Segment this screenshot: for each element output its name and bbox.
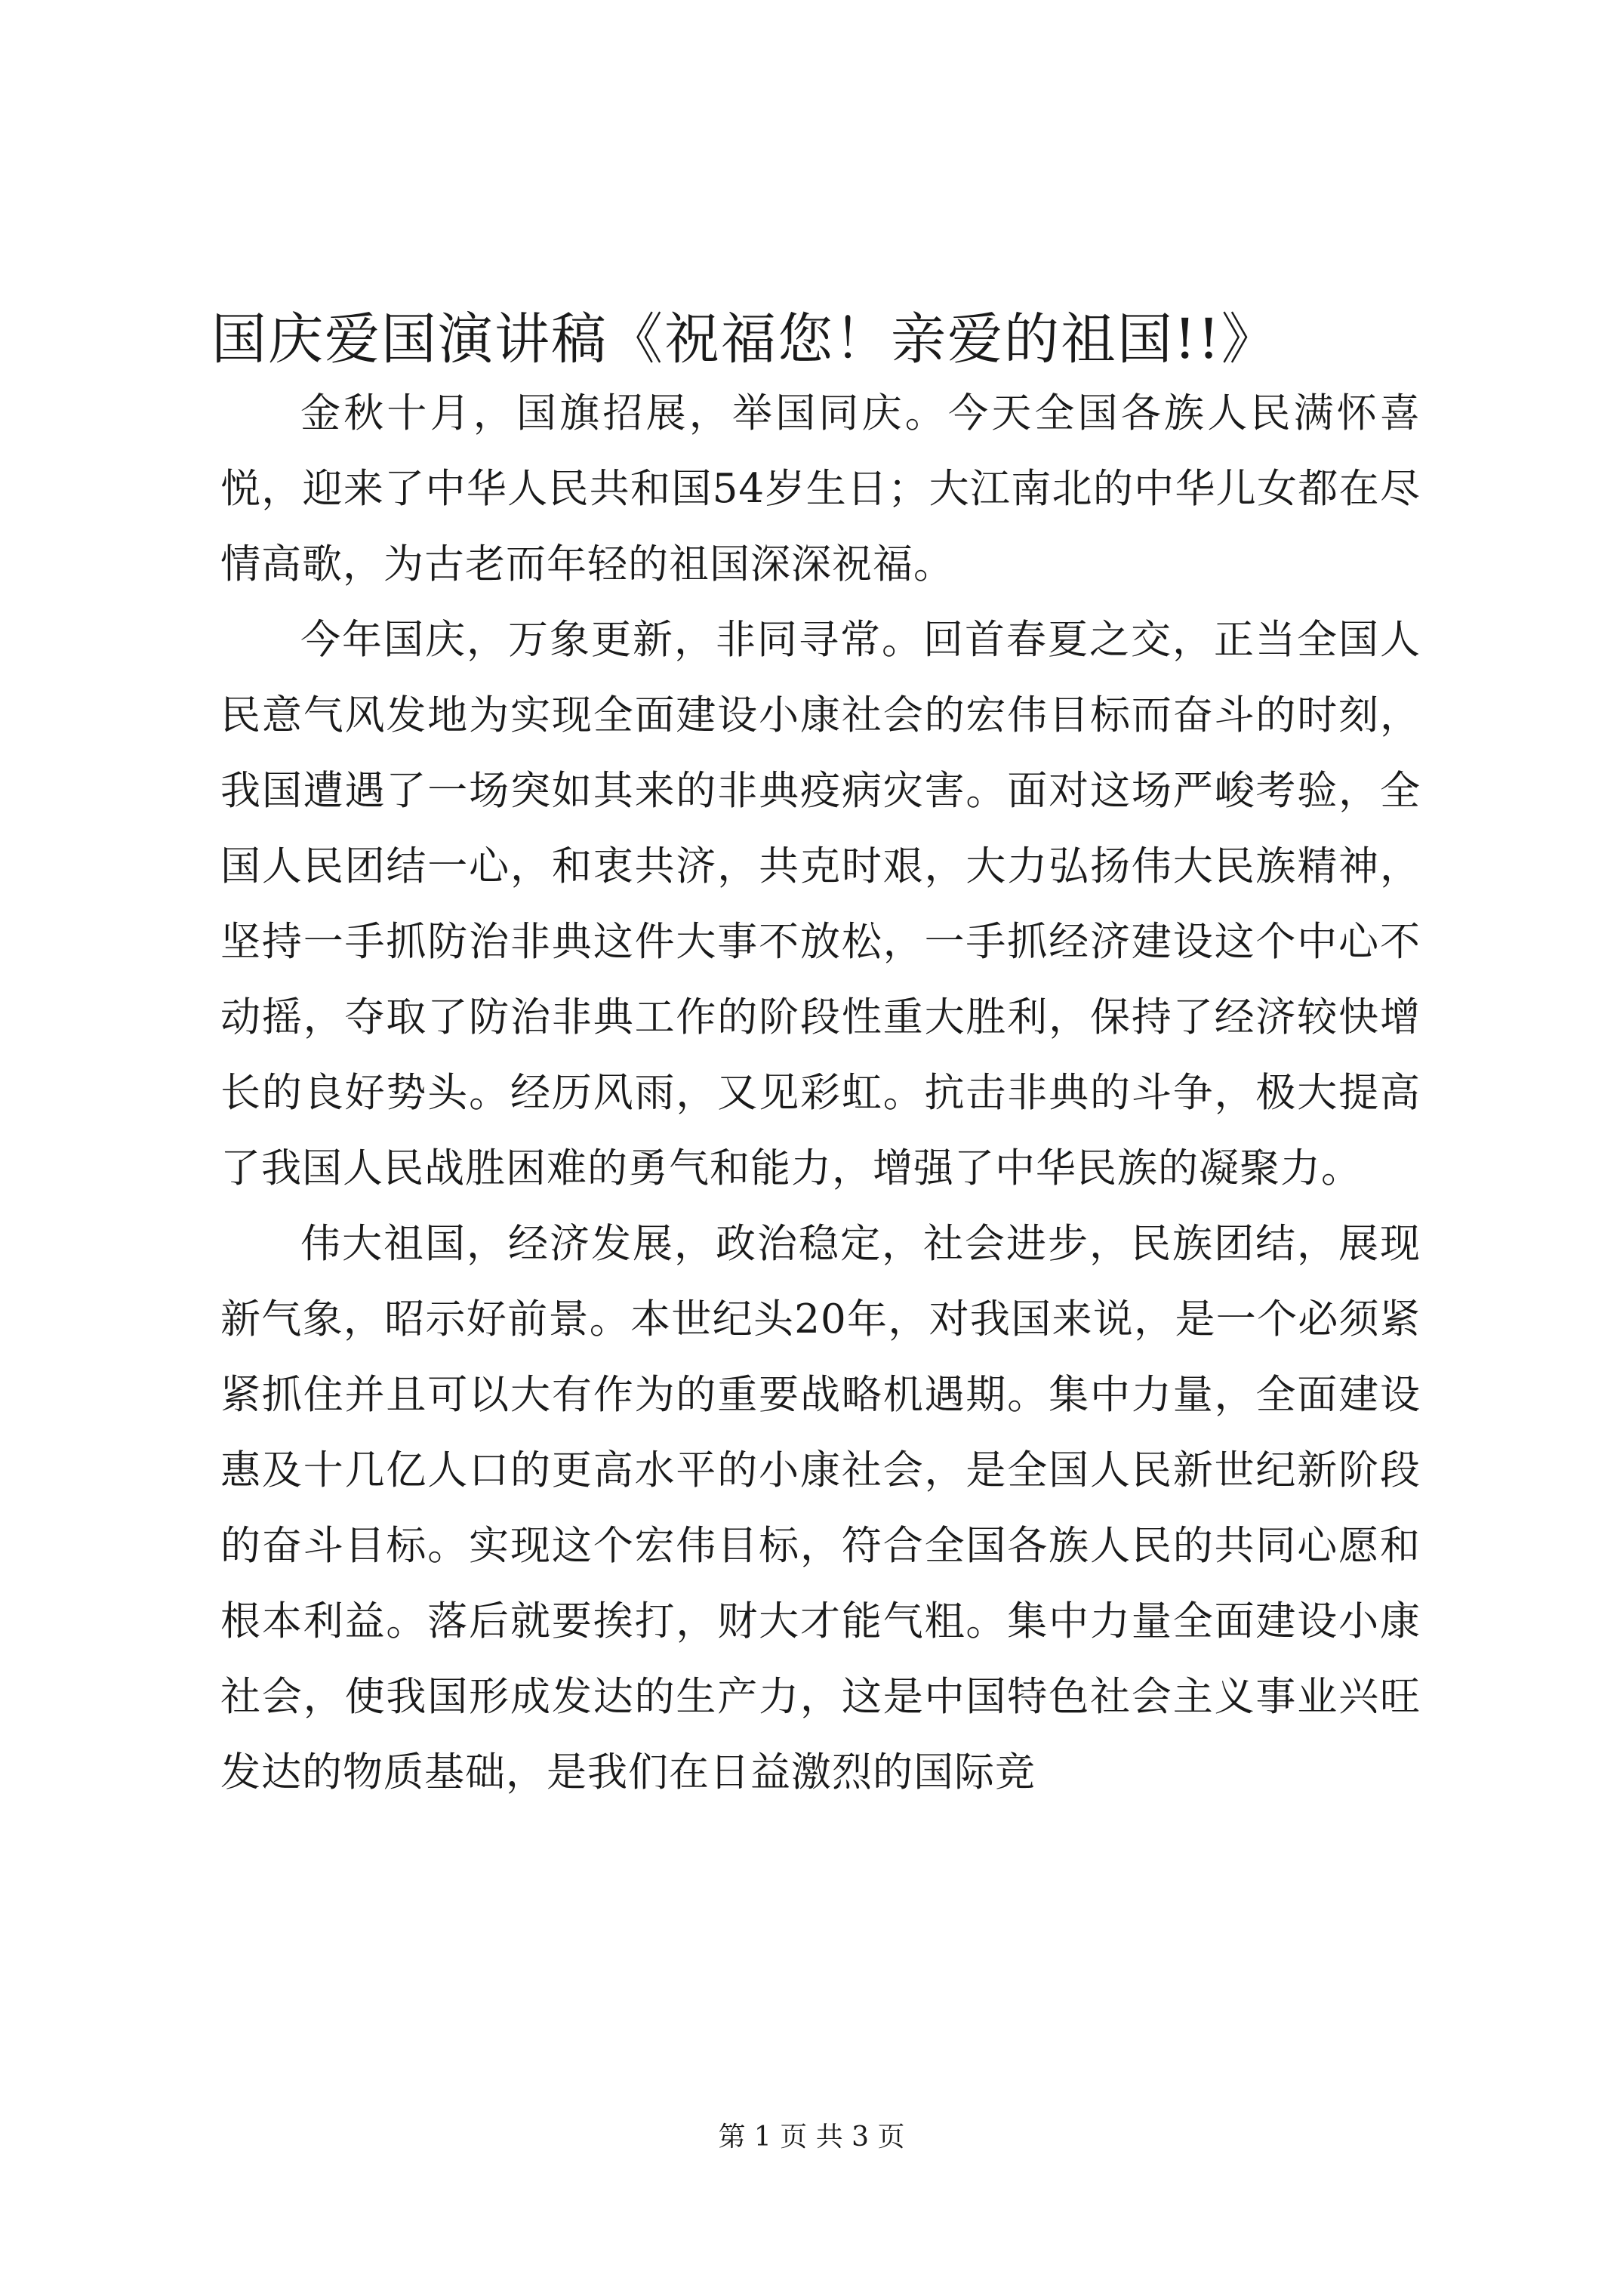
paragraph-2: 今年国庆，万象更新，非同寻常。回首春夏之交，正当全国人民意气风发地为实现全面建设小康社会的宏伟目标而奋斗的时刻，我国遭遇了一场突如其来的非典疫病灾害。面对这场严峻考验，全国人民团结一心，和衷共济，共克时艰，大力弘扬伟大民族精神，坚持一手抓防治非典这件大事不放松，一手抓经济建设这个中心不动摇，夺取了防治非典工作的阶段性重大胜利，保持了经济较快增长的良好势头。经历风雨，又见彩虹。抗击非典的斗争，极大提高了我国人民战胜困难的勇气和能力，增强了中华民族的凝聚力。 bbox=[220, 617, 1421, 1191]
paragraph-3: 伟大祖国，经济发展，政治稳定，社会进步，民族团结，展现新气象，昭示好前景。本世纪头20年，对我国来说，是一个必须紧紧抓住并且可以大有作为的重要战略机遇期。集中力量，全面建设惠及十几亿人口的更高水平的小康社会，是全国人民新世纪新阶段的奋斗目标。实现这个宏伟目标，符合全国各族人民的共同心愿和根本利益。落后就要挨打，财大才能气粗。集中力量全面建设小康社会，使我国形成发达的生产力，这是中国特色社会主义事业兴旺发达的物质基础，是我们在日益激烈的国际竞 bbox=[220, 1221, 1421, 1795]
document-body bbox=[220, 376, 1421, 1811]
document-title: 国庆爱国演讲稿《祝福您！亲爱的祖国!!》 bbox=[211, 307, 1278, 371]
page-footer: 第 1 页 共 3 页 bbox=[718, 2122, 905, 2153]
paragraph-1: 金秋十月，国旗招展，举国同庆。今天全国各族人民满怀喜悦，迎来了中华人民共和国54岁生日；大江南北的中华儿女都在尽情高歌，为古老而年轻的祖国深深祝福。 bbox=[220, 390, 1421, 587]
